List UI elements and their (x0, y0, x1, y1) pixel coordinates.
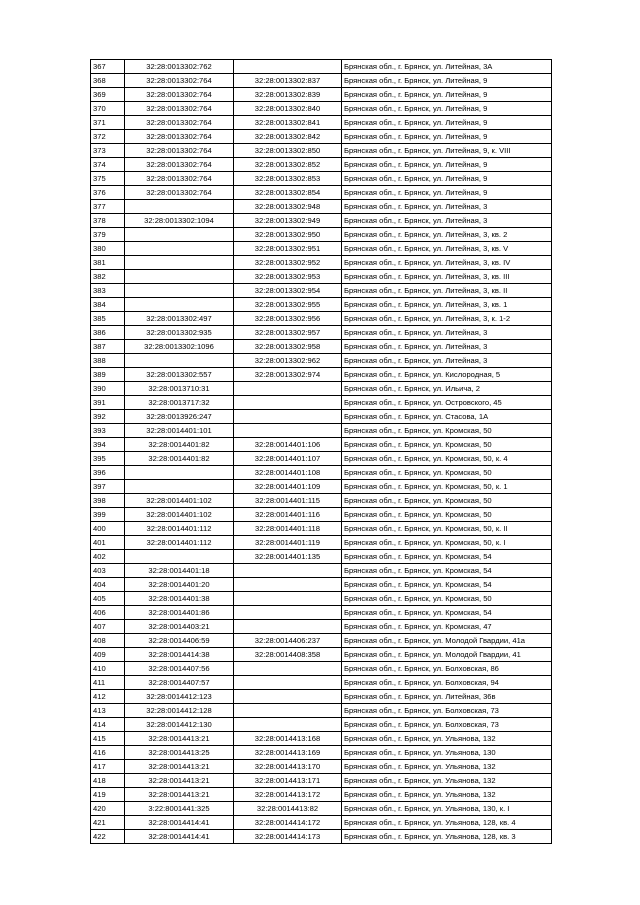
cadastral-number-object: 32:28:0014401:109 (234, 480, 342, 494)
cadastral-number-parcel: 32:28:0014413:25 (125, 746, 234, 760)
cadastral-number-object: 32:28:0014414:173 (234, 830, 342, 844)
table-row (91, 816, 552, 830)
address-cell: Брянская обл., г. Брянск, ул. Литейная, 3, кв. III (342, 270, 552, 284)
cadastral-number-object: 32:28:0014401:135 (234, 550, 342, 564)
row-number: 415 (91, 732, 125, 746)
cadastral-number-object: 32:28:0014413:172 (234, 788, 342, 802)
cadastral-number-parcel: 32:28:0014412:128 (125, 704, 234, 718)
cadastral-number-object (234, 704, 342, 718)
cadastral-number-object: 32:28:0014413:171 (234, 774, 342, 788)
cadastral-number-parcel: 32:28:0014401:112 (125, 536, 234, 550)
row-number: 405 (91, 592, 125, 606)
cadastral-number-object: 32:28:0014413:82 (234, 802, 342, 816)
row-number: 394 (91, 438, 125, 452)
row-number: 390 (91, 382, 125, 396)
table-row (91, 788, 552, 802)
address-cell: Брянская обл., г. Брянск, ул. Стасова, 1А (342, 410, 552, 424)
cadastral-number-parcel: 32:28:0013302:764 (125, 158, 234, 172)
row-number: 400 (91, 522, 125, 536)
cadastral-number-parcel: 32:28:0013302:764 (125, 116, 234, 130)
cadastral-number-parcel: 32:28:0014403:21 (125, 620, 234, 634)
address-cell: Брянская обл., г. Брянск, ул. Кромская, 50 (342, 424, 552, 438)
cadastral-number-object: 32:28:0013302:950 (234, 228, 342, 242)
cadastral-number-object (234, 382, 342, 396)
row-number: 401 (91, 536, 125, 550)
address-cell: Брянская обл., г. Брянск, ул. Ульянова, 130, к. I (342, 802, 552, 816)
address-cell: Брянская обл., г. Брянск, ул. Кромская, 50 (342, 508, 552, 522)
cadastral-number-parcel (125, 256, 234, 270)
address-cell: Брянская обл., г. Брянск, ул. Литейная, 9 (342, 88, 552, 102)
table-row (91, 606, 552, 620)
address-cell: Брянская обл., г. Брянск, ул. Кромская, 50, к. 4 (342, 452, 552, 466)
cadastral-number-object: 32:28:0014413:169 (234, 746, 342, 760)
row-number: 369 (91, 88, 125, 102)
cadastral-number-parcel: 32:28:0014413:21 (125, 760, 234, 774)
address-cell: Брянская обл., г. Брянск, ул. Ульянова, 128, кв. 4 (342, 816, 552, 830)
row-number: 380 (91, 242, 125, 256)
table-row (91, 74, 552, 88)
table-row (91, 704, 552, 718)
cadastral-number-parcel: 32:28:0013710:31 (125, 382, 234, 396)
row-number: 393 (91, 424, 125, 438)
cadastral-number-parcel: 32:28:0014401:18 (125, 564, 234, 578)
cadastral-number-parcel: 32:28:0014414:41 (125, 816, 234, 830)
cadastral-number-object: 32:28:0013302:951 (234, 242, 342, 256)
address-cell: Брянская обл., г. Брянск, ул. Литейная, 9 (342, 186, 552, 200)
cadastral-number-parcel: 32:28:0014414:38 (125, 648, 234, 662)
cadastral-number-parcel (125, 200, 234, 214)
table-row (91, 480, 552, 494)
cadastral-number-object: 32:28:0013302:955 (234, 298, 342, 312)
row-number: 383 (91, 284, 125, 298)
table-row (91, 284, 552, 298)
table-row (91, 382, 552, 396)
address-cell: Брянская обл., г. Брянск, ул. Литейная, 9 (342, 130, 552, 144)
cadastral-number-parcel (125, 242, 234, 256)
cadastral-number-object: 32:28:0014414:172 (234, 816, 342, 830)
table-row (91, 634, 552, 648)
row-number: 406 (91, 606, 125, 620)
table-row (91, 550, 552, 564)
table-row (91, 130, 552, 144)
cadastral-number-parcel (125, 354, 234, 368)
address-cell: Брянская обл., г. Брянск, ул. Литейная, 9 (342, 116, 552, 130)
table-row (91, 494, 552, 508)
address-cell: Брянская обл., г. Брянск, ул. Литейная, 3, кв. 2 (342, 228, 552, 242)
cadastral-number-object (234, 396, 342, 410)
table-row (91, 396, 552, 410)
table-row (91, 830, 552, 844)
row-number: 416 (91, 746, 125, 760)
address-cell: Брянская обл., г. Брянск, ул. Ульянова, 132 (342, 774, 552, 788)
cadastral-number-object (234, 718, 342, 732)
address-cell: Брянская обл., г. Брянск, ул. Литейная, 3 (342, 326, 552, 340)
address-cell: Брянская обл., г. Брянск, ул. Болховская, 94 (342, 676, 552, 690)
address-cell: Брянская обл., г. Брянск, ул. Кромская, 50 (342, 466, 552, 480)
row-number: 414 (91, 718, 125, 732)
table-row (91, 662, 552, 676)
table-row (91, 424, 552, 438)
cadastral-number-object: 32:28:0014413:170 (234, 760, 342, 774)
row-number: 413 (91, 704, 125, 718)
cadastral-number-object: 32:28:0013302:953 (234, 270, 342, 284)
row-number: 396 (91, 466, 125, 480)
cadastral-number-parcel (125, 284, 234, 298)
cadastral-number-parcel: 3:22:8001441:325 (125, 802, 234, 816)
table-row (91, 270, 552, 284)
cadastral-number-parcel: 32:28:0013302:764 (125, 88, 234, 102)
cadastral-number-parcel: 32:28:0014413:21 (125, 732, 234, 746)
table-row (91, 802, 552, 816)
address-cell: Брянская обл., г. Брянск, ул. Молодой Гвардии, 41а (342, 634, 552, 648)
row-number: 372 (91, 130, 125, 144)
table-row (91, 158, 552, 172)
row-number: 403 (91, 564, 125, 578)
table-row (91, 228, 552, 242)
row-number: 375 (91, 172, 125, 186)
cadastral-number-parcel: 32:28:0014407:56 (125, 662, 234, 676)
cadastral-number-parcel: 32:28:0014401:82 (125, 438, 234, 452)
row-number: 371 (91, 116, 125, 130)
address-cell: Брянская обл., г. Брянск, ул. Ульянова, 132 (342, 732, 552, 746)
row-number: 379 (91, 228, 125, 242)
cadastral-number-parcel: 32:28:0013302:935 (125, 326, 234, 340)
cadastral-number-parcel: 32:28:0014412:130 (125, 718, 234, 732)
cadastral-number-object: 32:28:0013302:842 (234, 130, 342, 144)
row-number: 419 (91, 788, 125, 802)
cadastral-number-object: 32:28:0014401:106 (234, 438, 342, 452)
row-number: 420 (91, 802, 125, 816)
row-number: 387 (91, 340, 125, 354)
registry-table (90, 59, 552, 844)
table-row (91, 312, 552, 326)
cadastral-number-parcel: 32:28:0013926:247 (125, 410, 234, 424)
row-number: 409 (91, 648, 125, 662)
cadastral-number-object: 32:28:0013302:948 (234, 200, 342, 214)
cadastral-number-parcel (125, 480, 234, 494)
cadastral-number-object: 32:28:0013302:852 (234, 158, 342, 172)
address-cell: Брянская обл., г. Брянск, ул. Литейная, 3, кв. IV (342, 256, 552, 270)
cadastral-number-object: 32:28:0013302:840 (234, 102, 342, 116)
table-row (91, 438, 552, 452)
table-row (91, 102, 552, 116)
row-number: 385 (91, 312, 125, 326)
table-row (91, 256, 552, 270)
row-number: 389 (91, 368, 125, 382)
table-row (91, 242, 552, 256)
cadastral-number-parcel: 32:28:0014412:123 (125, 690, 234, 704)
row-number: 399 (91, 508, 125, 522)
table-row (91, 522, 552, 536)
table-row (91, 648, 552, 662)
table-row (91, 466, 552, 480)
table-row (91, 340, 552, 354)
row-number: 367 (91, 60, 125, 74)
table-row (91, 536, 552, 550)
table-row (91, 676, 552, 690)
address-cell: Брянская обл., г. Брянск, ул. Литейная, 3 (342, 214, 552, 228)
row-number: 402 (91, 550, 125, 564)
address-cell: Брянская обл., г. Брянск, ул. Литейная, 9 (342, 74, 552, 88)
cadastral-number-object: 32:28:0013302:962 (234, 354, 342, 368)
row-number: 374 (91, 158, 125, 172)
table-row (91, 298, 552, 312)
table-row (91, 718, 552, 732)
row-number: 404 (91, 578, 125, 592)
cadastral-number-object: 32:28:0013302:952 (234, 256, 342, 270)
cadastral-number-parcel: 32:28:0014401:38 (125, 592, 234, 606)
cadastral-number-parcel: 32:28:0014401:112 (125, 522, 234, 536)
address-cell: Брянская обл., г. Брянск, ул. Литейная, 3, кв. II (342, 284, 552, 298)
cadastral-number-object (234, 662, 342, 676)
table-row (91, 592, 552, 606)
address-cell: Брянская обл., г. Брянск, ул. Кромская, 54 (342, 564, 552, 578)
address-cell: Брянская обл., г. Брянск, ул. Литейная, 3 (342, 354, 552, 368)
address-cell: Брянская обл., г. Брянск, ул. Кромская, 47 (342, 620, 552, 634)
cadastral-number-object (234, 424, 342, 438)
row-number: 395 (91, 452, 125, 466)
cadastral-number-object: 32:28:0014401:115 (234, 494, 342, 508)
cadastral-number-parcel (125, 466, 234, 480)
cadastral-number-object: 32:28:0013302:974 (234, 368, 342, 382)
address-cell: Брянская обл., г. Брянск, ул. Кромская, 50, к. 1 (342, 480, 552, 494)
row-number: 388 (91, 354, 125, 368)
cadastral-number-object (234, 564, 342, 578)
row-number: 382 (91, 270, 125, 284)
row-number: 397 (91, 480, 125, 494)
cadastral-number-object: 32:28:0013302:956 (234, 312, 342, 326)
address-cell: Брянская обл., г. Брянск, ул. Кромская, 50 (342, 592, 552, 606)
row-number: 377 (91, 200, 125, 214)
address-cell: Брянская обл., г. Брянск, ул. Литейная, 3, кв. V (342, 242, 552, 256)
cadastral-number-parcel: 32:28:0013302:764 (125, 102, 234, 116)
table-row (91, 200, 552, 214)
table-row (91, 116, 552, 130)
row-number: 421 (91, 816, 125, 830)
cadastral-number-parcel: 32:28:0014406:59 (125, 634, 234, 648)
row-number: 368 (91, 74, 125, 88)
table-row (91, 368, 552, 382)
row-number: 384 (91, 298, 125, 312)
address-cell: Брянская обл., г. Брянск, ул. Литейная, 9, к. VIII (342, 144, 552, 158)
table-row (91, 774, 552, 788)
address-cell: Брянская обл., г. Брянск, ул. Кромская, 50 (342, 438, 552, 452)
cadastral-number-object: 32:28:0013302:854 (234, 186, 342, 200)
table-row (91, 732, 552, 746)
table-row (91, 144, 552, 158)
table-row (91, 214, 552, 228)
table-row (91, 326, 552, 340)
cadastral-number-object: 32:28:0014401:116 (234, 508, 342, 522)
row-number: 417 (91, 760, 125, 774)
cadastral-number-parcel (125, 270, 234, 284)
cadastral-number-parcel: 32:28:0014401:86 (125, 606, 234, 620)
cadastral-number-parcel: 32:28:0014413:21 (125, 788, 234, 802)
cadastral-number-parcel: 32:28:0013302:764 (125, 172, 234, 186)
address-cell: Брянская обл., г. Брянск, ул. Болховская, 73 (342, 704, 552, 718)
cadastral-number-parcel: 32:28:0013302:764 (125, 144, 234, 158)
row-number: 391 (91, 396, 125, 410)
address-cell: Брянская обл., г. Брянск, ул. Молодой Гвардии, 41 (342, 648, 552, 662)
cadastral-number-object: 32:28:0014408:358 (234, 648, 342, 662)
cadastral-number-parcel: 32:28:0014407:57 (125, 676, 234, 690)
cadastral-number-parcel: 32:28:0014401:20 (125, 578, 234, 592)
table-row (91, 186, 552, 200)
cadastral-number-parcel: 32:28:0014401:102 (125, 508, 234, 522)
table-row (91, 578, 552, 592)
row-number: 422 (91, 830, 125, 844)
cadastral-number-parcel: 32:28:0013717:32 (125, 396, 234, 410)
table-row (91, 746, 552, 760)
address-cell: Брянская обл., г. Брянск, ул. Литейная, 3 (342, 200, 552, 214)
address-cell: Брянская обл., г. Брянск, ул. Ульянова, 128, кв. 3 (342, 830, 552, 844)
cadastral-number-object: 32:28:0013302:958 (234, 340, 342, 354)
address-cell: Брянская обл., г. Брянск, ул. Литейная, 9 (342, 158, 552, 172)
address-cell: Брянская обл., г. Брянск, ул. Островского, 45 (342, 396, 552, 410)
row-number: 373 (91, 144, 125, 158)
address-cell: Брянская обл., г. Брянск, ул. Кромская, 50, к. I (342, 536, 552, 550)
table-row (91, 620, 552, 634)
address-cell: Брянская обл., г. Брянск, ул. Литейная, 36в (342, 690, 552, 704)
address-cell: Брянская обл., г. Брянск, ул. Кромская, 50 (342, 494, 552, 508)
table-row (91, 410, 552, 424)
address-cell: Брянская обл., г. Брянск, ул. Болховская, 73 (342, 718, 552, 732)
table-row (91, 508, 552, 522)
cadastral-number-parcel: 32:28:0014413:21 (125, 774, 234, 788)
address-cell: Брянская обл., г. Брянск, ул. Литейная, 9 (342, 102, 552, 116)
table-row (91, 60, 552, 74)
address-cell: Брянская обл., г. Брянск, ул. Болховская, 86 (342, 662, 552, 676)
address-cell: Брянская обл., г. Брянск, ул. Кислородная, 5 (342, 368, 552, 382)
row-number: 408 (91, 634, 125, 648)
cadastral-number-object: 32:28:0013302:949 (234, 214, 342, 228)
row-number: 376 (91, 186, 125, 200)
cadastral-number-object (234, 676, 342, 690)
cadastral-number-object: 32:28:0013302:841 (234, 116, 342, 130)
cadastral-number-object: 32:28:0013302:839 (234, 88, 342, 102)
address-cell: Брянская обл., г. Брянск, ул. Литейная, 3, к. 1-2 (342, 312, 552, 326)
row-number: 378 (91, 214, 125, 228)
cadastral-number-object: 32:28:0014406:237 (234, 634, 342, 648)
cadastral-number-object (234, 690, 342, 704)
table-row (91, 690, 552, 704)
cadastral-number-object: 32:28:0014401:119 (234, 536, 342, 550)
cadastral-number-parcel: 32:28:0014401:82 (125, 452, 234, 466)
cadastral-number-parcel: 32:28:0013302:764 (125, 130, 234, 144)
row-number: 381 (91, 256, 125, 270)
row-number: 392 (91, 410, 125, 424)
cadastral-number-object: 32:28:0014401:107 (234, 452, 342, 466)
cadastral-number-parcel: 32:28:0013302:497 (125, 312, 234, 326)
table-row (91, 564, 552, 578)
cadastral-number-parcel: 32:28:0013302:1096 (125, 340, 234, 354)
cadastral-number-object: 32:28:0013302:850 (234, 144, 342, 158)
address-cell: Брянская обл., г. Брянск, ул. Кромская, 54 (342, 606, 552, 620)
cadastral-number-object: 32:28:0014413:168 (234, 732, 342, 746)
registry-table-body (91, 60, 552, 844)
row-number: 418 (91, 774, 125, 788)
cadastral-number-parcel: 32:28:0013302:764 (125, 186, 234, 200)
cadastral-number-object (234, 410, 342, 424)
row-number: 410 (91, 662, 125, 676)
cadastral-number-parcel (125, 550, 234, 564)
cadastral-number-object: 32:28:0014401:118 (234, 522, 342, 536)
cadastral-number-parcel (125, 228, 234, 242)
address-cell: Брянская обл., г. Брянск, ул. Кромская, 54 (342, 550, 552, 564)
row-number: 386 (91, 326, 125, 340)
address-cell: Брянская обл., г. Брянск, ул. Ульянова, 130 (342, 746, 552, 760)
table-row (91, 452, 552, 466)
cadastral-number-object (234, 620, 342, 634)
cadastral-number-object (234, 592, 342, 606)
cadastral-number-parcel: 32:28:0014414:41 (125, 830, 234, 844)
cadastral-number-object (234, 578, 342, 592)
cadastral-number-parcel: 32:28:0014401:102 (125, 494, 234, 508)
cadastral-number-object: 32:28:0013302:954 (234, 284, 342, 298)
table-row (91, 760, 552, 774)
cadastral-number-object (234, 60, 342, 74)
address-cell: Брянская обл., г. Брянск, ул. Ульянова, 132 (342, 788, 552, 802)
cadastral-number-parcel: 32:28:0013302:764 (125, 74, 234, 88)
cadastral-number-object: 32:28:0014401:108 (234, 466, 342, 480)
row-number: 412 (91, 690, 125, 704)
address-cell: Брянская обл., г. Брянск, ул. Литейная, 3, кв. 1 (342, 298, 552, 312)
row-number: 411 (91, 676, 125, 690)
row-number: 370 (91, 102, 125, 116)
table-row (91, 172, 552, 186)
cadastral-number-parcel: 32:28:0014401:101 (125, 424, 234, 438)
cadastral-number-object: 32:28:0013302:853 (234, 172, 342, 186)
address-cell: Брянская обл., г. Брянск, ул. Ульянова, 132 (342, 760, 552, 774)
address-cell: Брянская обл., г. Брянск, ул. Литейная, 3 (342, 340, 552, 354)
row-number: 398 (91, 494, 125, 508)
cadastral-number-parcel: 32:28:0013302:1094 (125, 214, 234, 228)
row-number: 407 (91, 620, 125, 634)
address-cell: Брянская обл., г. Брянск, ул. Литейная, 3А (342, 60, 552, 74)
address-cell: Брянская обл., г. Брянск, ул. Ильича, 2 (342, 382, 552, 396)
cadastral-number-parcel (125, 298, 234, 312)
table-row (91, 88, 552, 102)
address-cell: Брянская обл., г. Брянск, ул. Кромская, 54 (342, 578, 552, 592)
cadastral-number-parcel: 32:28:0013302:762 (125, 60, 234, 74)
cadastral-number-object: 32:28:0013302:957 (234, 326, 342, 340)
table-row (91, 354, 552, 368)
address-cell: Брянская обл., г. Брянск, ул. Литейная, 9 (342, 172, 552, 186)
address-cell: Брянская обл., г. Брянск, ул. Кромская, 50, к. II (342, 522, 552, 536)
cadastral-number-object (234, 606, 342, 620)
cadastral-number-object: 32:28:0013302:837 (234, 74, 342, 88)
cadastral-number-parcel: 32:28:0013302:557 (125, 368, 234, 382)
